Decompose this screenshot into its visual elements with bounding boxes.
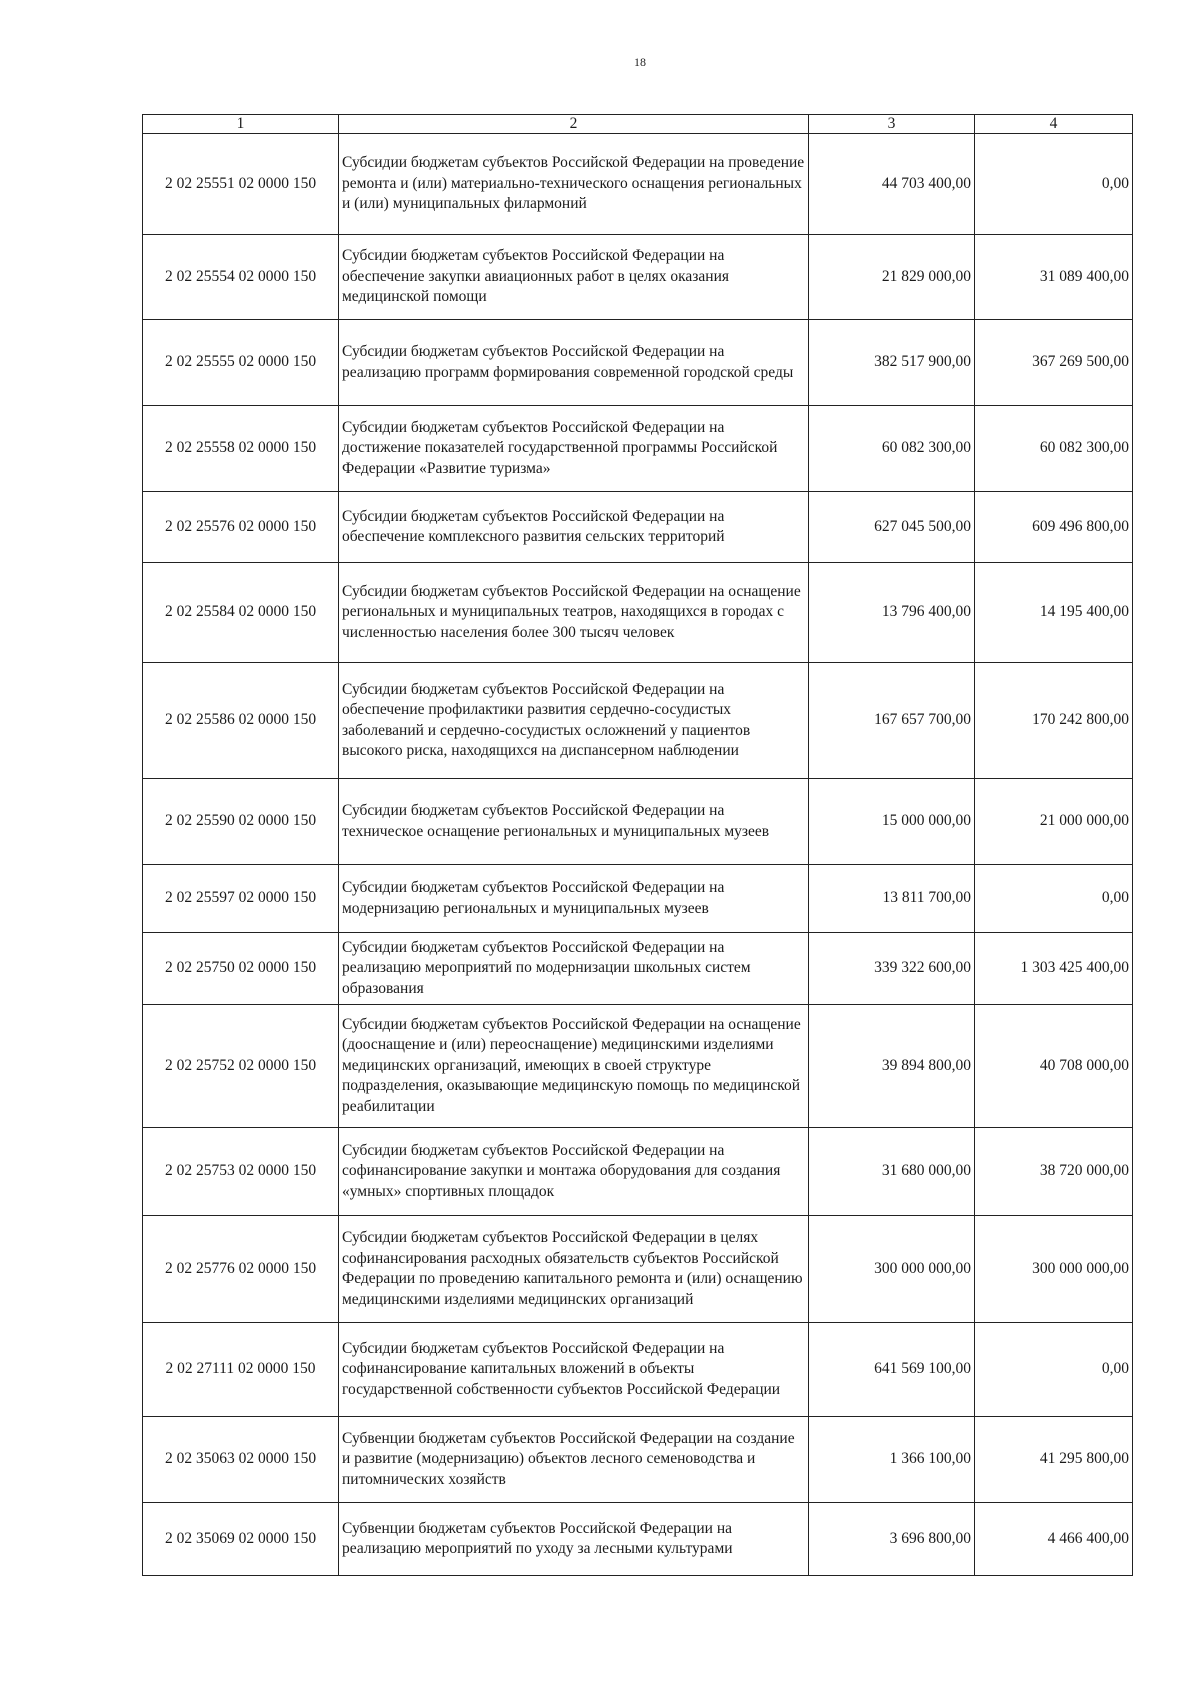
table-row [143, 235, 1133, 320]
budget-code: 2 02 25551 02 0000 150 [143, 134, 339, 235]
table-row [143, 134, 1133, 235]
budget-description: Субсидии бюджетам субъектов Российской Федерации на техническое оснащение региональных и муниципальных музеев [339, 779, 809, 865]
amount-col3: 60 082 300,00 [809, 406, 975, 492]
table-row [143, 492, 1133, 563]
table-row [143, 1128, 1133, 1216]
column-header: 2 [339, 115, 809, 134]
amount-col3: 3 696 800,00 [809, 1503, 975, 1576]
budget-description: Субсидии бюджетам субъектов Российской Федерации на софинансирование капитальных вложений в объекты государственной собственности субъектов Российской Федерации [339, 1323, 809, 1417]
amount-col3: 13 796 400,00 [809, 563, 975, 663]
amount-col4: 38 720 000,00 [975, 1128, 1133, 1216]
table-row [143, 1417, 1133, 1503]
table-header-row [143, 115, 1133, 134]
budget-code: 2 02 25554 02 0000 150 [143, 235, 339, 320]
amount-col4: 367 269 500,00 [975, 320, 1133, 406]
amount-col3: 627 045 500,00 [809, 492, 975, 563]
amount-col3: 1 366 100,00 [809, 1417, 975, 1503]
budget-description: Субсидии бюджетам субъектов Российской Федерации на обеспечение закупки авиационных работ в целях оказания медицинской помощи [339, 235, 809, 320]
budget-description: Субвенции бюджетам субъектов Российской Федерации на создание и развитие (модернизацию) объектов лесного семеноводства и питомнических хозяйств [339, 1417, 809, 1503]
budget-code: 2 02 25752 02 0000 150 [143, 1005, 339, 1128]
amount-col4: 0,00 [975, 134, 1133, 235]
table-row [143, 1005, 1133, 1128]
budget-description: Субсидии бюджетам субъектов Российской Федерации на оснащение региональных и муниципальных театров, находящихся в городах с численностью населения более 300 тысяч человек [339, 563, 809, 663]
budget-code: 2 02 25584 02 0000 150 [143, 563, 339, 663]
amount-col4: 170 242 800,00 [975, 663, 1133, 779]
amount-col4: 21 000 000,00 [975, 779, 1133, 865]
amount-col4: 31 089 400,00 [975, 235, 1133, 320]
amount-col3: 21 829 000,00 [809, 235, 975, 320]
table-row [143, 1323, 1133, 1417]
budget-table [142, 114, 1133, 1576]
column-header: 4 [975, 115, 1133, 134]
table-row [143, 320, 1133, 406]
budget-description: Субсидии бюджетам субъектов Российской Федерации на софинансирование закупки и монтажа оборудования для создания «умных» спортивных площадок [339, 1128, 809, 1216]
amount-col3: 167 657 700,00 [809, 663, 975, 779]
amount-col3: 15 000 000,00 [809, 779, 975, 865]
amount-col3: 13 811 700,00 [809, 865, 975, 933]
budget-description: Субсидии бюджетам субъектов Российской Федерации в целях софинансирования расходных обязательств субъектов Российской Федерации по проведению капитального ремонта и (или) оснащению медицинскими изделиями медицинских организаций [339, 1216, 809, 1323]
amount-col4: 41 295 800,00 [975, 1417, 1133, 1503]
budget-code: 2 02 25576 02 0000 150 [143, 492, 339, 563]
table-row [143, 1503, 1133, 1576]
amount-col3: 382 517 900,00 [809, 320, 975, 406]
table-row [143, 933, 1133, 1005]
budget-code: 2 02 25586 02 0000 150 [143, 663, 339, 779]
column-header: 3 [809, 115, 975, 134]
budget-code: 2 02 25597 02 0000 150 [143, 865, 339, 933]
budget-code: 2 02 25590 02 0000 150 [143, 779, 339, 865]
amount-col4: 609 496 800,00 [975, 492, 1133, 563]
table-row [143, 563, 1133, 663]
budget-code: 2 02 25776 02 0000 150 [143, 1216, 339, 1323]
table-row [143, 865, 1133, 933]
amount-col3: 44 703 400,00 [809, 134, 975, 235]
budget-code: 2 02 25750 02 0000 150 [143, 933, 339, 1005]
budget-description: Субсидии бюджетам субъектов Российской Федерации на оснащение (дооснащение и (или) переоснащение) медицинскими изделиями медицинских организаций, имеющих в своей структуре подразделения, оказывающие медицинскую помощь по медицинской реабилитации [339, 1005, 809, 1128]
table-row [143, 1216, 1133, 1323]
amount-col3: 300 000 000,00 [809, 1216, 975, 1323]
budget-code: 2 02 27111 02 0000 150 [143, 1323, 339, 1417]
table-row [143, 663, 1133, 779]
budget-description: Субсидии бюджетам субъектов Российской Федерации на реализацию программ формирования современной городской среды [339, 320, 809, 406]
budget-code: 2 02 35063 02 0000 150 [143, 1417, 339, 1503]
amount-col3: 641 569 100,00 [809, 1323, 975, 1417]
budget-code: 2 02 25558 02 0000 150 [143, 406, 339, 492]
budget-code: 2 02 35069 02 0000 150 [143, 1503, 339, 1576]
budget-description: Субсидии бюджетам субъектов Российской Федерации на проведение ремонта и (или) материально-технического оснащения региональных и (или) муниципальных филармоний [339, 134, 809, 235]
column-header: 1 [143, 115, 339, 134]
budget-description: Субсидии бюджетам субъектов Российской Федерации на реализацию мероприятий по модернизации школьных систем образования [339, 933, 809, 1005]
amount-col4: 40 708 000,00 [975, 1005, 1133, 1128]
amount-col4: 1 303 425 400,00 [975, 933, 1133, 1005]
budget-code: 2 02 25555 02 0000 150 [143, 320, 339, 406]
budget-description: Субсидии бюджетам субъектов Российской Федерации на обеспечение комплексного развития сельских территорий [339, 492, 809, 563]
budget-description: Субвенции бюджетам субъектов Российской Федерации на реализацию мероприятий по уходу за лесными культурами [339, 1503, 809, 1576]
budget-description: Субсидии бюджетам субъектов Российской Федерации на модернизацию региональных и муниципальных музеев [339, 865, 809, 933]
amount-col4: 0,00 [975, 1323, 1133, 1417]
amount-col3: 31 680 000,00 [809, 1128, 975, 1216]
amount-col4: 0,00 [975, 865, 1133, 933]
budget-description: Субсидии бюджетам субъектов Российской Федерации на достижение показателей государственной программы Российской Федерации «Развитие туризма» [339, 406, 809, 492]
amount-col4: 14 195 400,00 [975, 563, 1133, 663]
table-row [143, 779, 1133, 865]
table-row [143, 406, 1133, 492]
amount-col3: 339 322 600,00 [809, 933, 975, 1005]
amount-col4: 4 466 400,00 [975, 1503, 1133, 1576]
amount-col4: 300 000 000,00 [975, 1216, 1133, 1323]
amount-col4: 60 082 300,00 [975, 406, 1133, 492]
page-number: 18 [634, 55, 646, 69]
budget-code: 2 02 25753 02 0000 150 [143, 1128, 339, 1216]
amount-col3: 39 894 800,00 [809, 1005, 975, 1128]
budget-description: Субсидии бюджетам субъектов Российской Федерации на обеспечение профилактики развития сердечно-сосудистых заболеваний и сердечно-сосудистых осложнений у пациентов высокого риска, находящихся на диспансерном наблюдении [339, 663, 809, 779]
